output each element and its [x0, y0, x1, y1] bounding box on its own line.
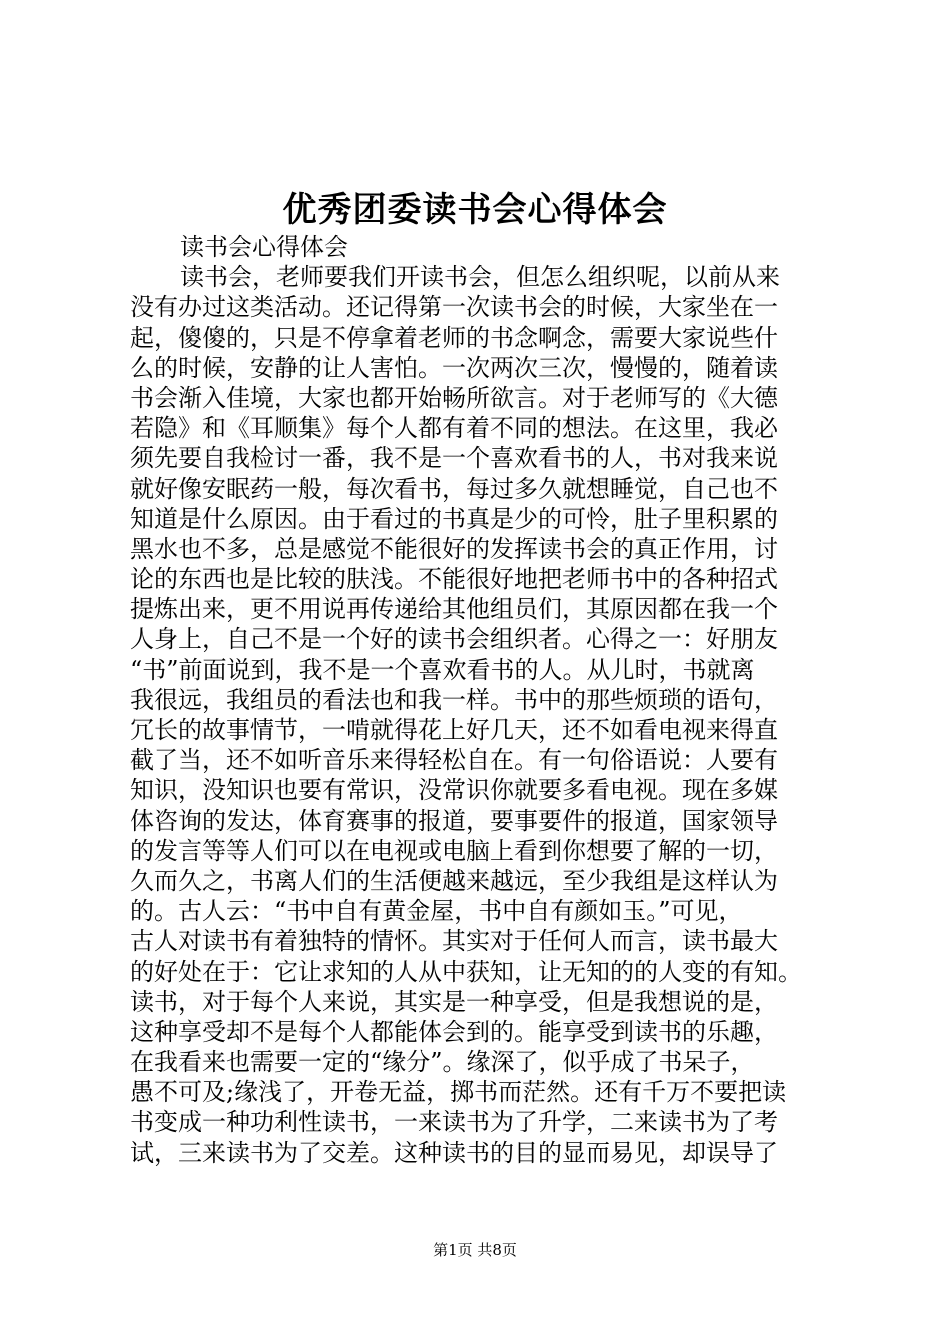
- paragraph-line: 知识，没知识也要有常识，没常识你就要多看电视。现在多媒: [130, 776, 778, 805]
- paragraph-first-line: 读书会，老师要我们开读书会，但怎么组织呢，以前从来: [180, 263, 780, 292]
- paragraph-line: 久而久之，书离人们的生活便越来越远，至少我组是这样认为: [130, 866, 778, 895]
- document-body: [130, 232, 830, 1168]
- paragraph-line: 就好像安眠药一般，每次看书，每过多久就想睡觉，自己也不: [130, 474, 778, 503]
- paragraph-line: 截了当，还不如听音乐来得轻松自在。有一句俗语说：人要有: [130, 746, 778, 775]
- paragraph-line: 么的时候，安静的让人害怕。一次两次三次，慢慢的，随着读: [130, 353, 778, 382]
- paragraph-line: 体咨询的发达，体育赛事的报道，要事要件的报道，国家领导: [130, 806, 778, 835]
- paragraph-line: 黑水也不多，总是感觉不能很好的发挥读书会的真正作用，讨: [130, 534, 778, 563]
- paragraph-line: 在我看来也需要一定的“缘分”。缘深了，似乎成了书呆子，: [130, 1048, 755, 1077]
- paragraph-line: 读书，对于每个人来说，其实是一种享受，但是我想说的是，: [130, 987, 778, 1016]
- paragraph-line: 古人对读书有着独特的情怀。其实对于任何人而言，读书最大: [130, 927, 778, 956]
- paragraph-line: 须先要自我检讨一番，我不是一个喜欢看书的人，书对我来说: [130, 444, 778, 473]
- document-title: 优秀团委读书会心得体会: [282, 190, 668, 230]
- paragraph-line: 书会渐入佳境，大家也都开始畅所欲言。对于老师写的《大德: [130, 383, 778, 412]
- paragraph-line: 的。古人云：“书中自有黄金屋，书中自有颜如玉。”可见，: [130, 897, 743, 926]
- paragraph-line: “书”前面说到，我不是一个喜欢看书的人。从儿时，书就离: [130, 655, 755, 684]
- paragraph-line: 这种享受却不是每个人都能体会到的。能享受到读书的乐趣，: [130, 1017, 778, 1046]
- paragraph-line: 没有办过这类活动。还记得第一次读书会的时候，大家坐在一: [130, 293, 778, 322]
- paragraph-line: 起，傻傻的，只是不停拿着老师的书念啊念，需要大家说些什: [130, 323, 778, 352]
- page-number-footer: 第1页 共8页: [433, 1241, 517, 1259]
- paragraph-line: 若隐》和《耳顺集》每个人都有着不同的想法。在这里，我必: [130, 414, 778, 443]
- paragraph-line: 的发言等等人们可以在电视或电脑上看到你想要了解的一切，: [130, 836, 778, 865]
- paragraph-line: 愚不可及;缘浅了，开卷无益，掷书而茫然。还有千万不要把读: [130, 1078, 787, 1107]
- paragraph-line: 人身上，自己不是一个好的读书会组织者。心得之一：好朋友: [130, 625, 778, 654]
- subtitle-line: 读书会心得体会: [180, 233, 348, 261]
- paragraph-line: 我很远，我组员的看法也和我一样。书中的那些烦琐的语句，: [130, 685, 778, 714]
- paragraph-line: 知道是什么原因。由于看过的书真是少的可怜，肚子里积累的: [130, 504, 778, 533]
- paragraph-line: 论的东西也是比较的肤浅。不能很好地把老师书中的各种招式: [130, 565, 778, 594]
- paragraph-line: 的好处在于：它让求知的人从中获知，让无知的的人变的有知。: [130, 957, 802, 986]
- paragraph-line: 提炼出来，更不用说再传递给其他组员们，其原因都在我一个: [130, 595, 778, 624]
- paragraph-line: 试，三来读书为了交差。这种读书的目的显而易见，却误导了: [130, 1138, 778, 1167]
- paragraph-line: 书变成一种功利性读书，一来读书为了升学，二来读书为了考: [130, 1108, 778, 1137]
- paragraph-line: 冗长的故事情节，一啃就得花上好几天，还不如看电视来得直: [130, 716, 778, 744]
